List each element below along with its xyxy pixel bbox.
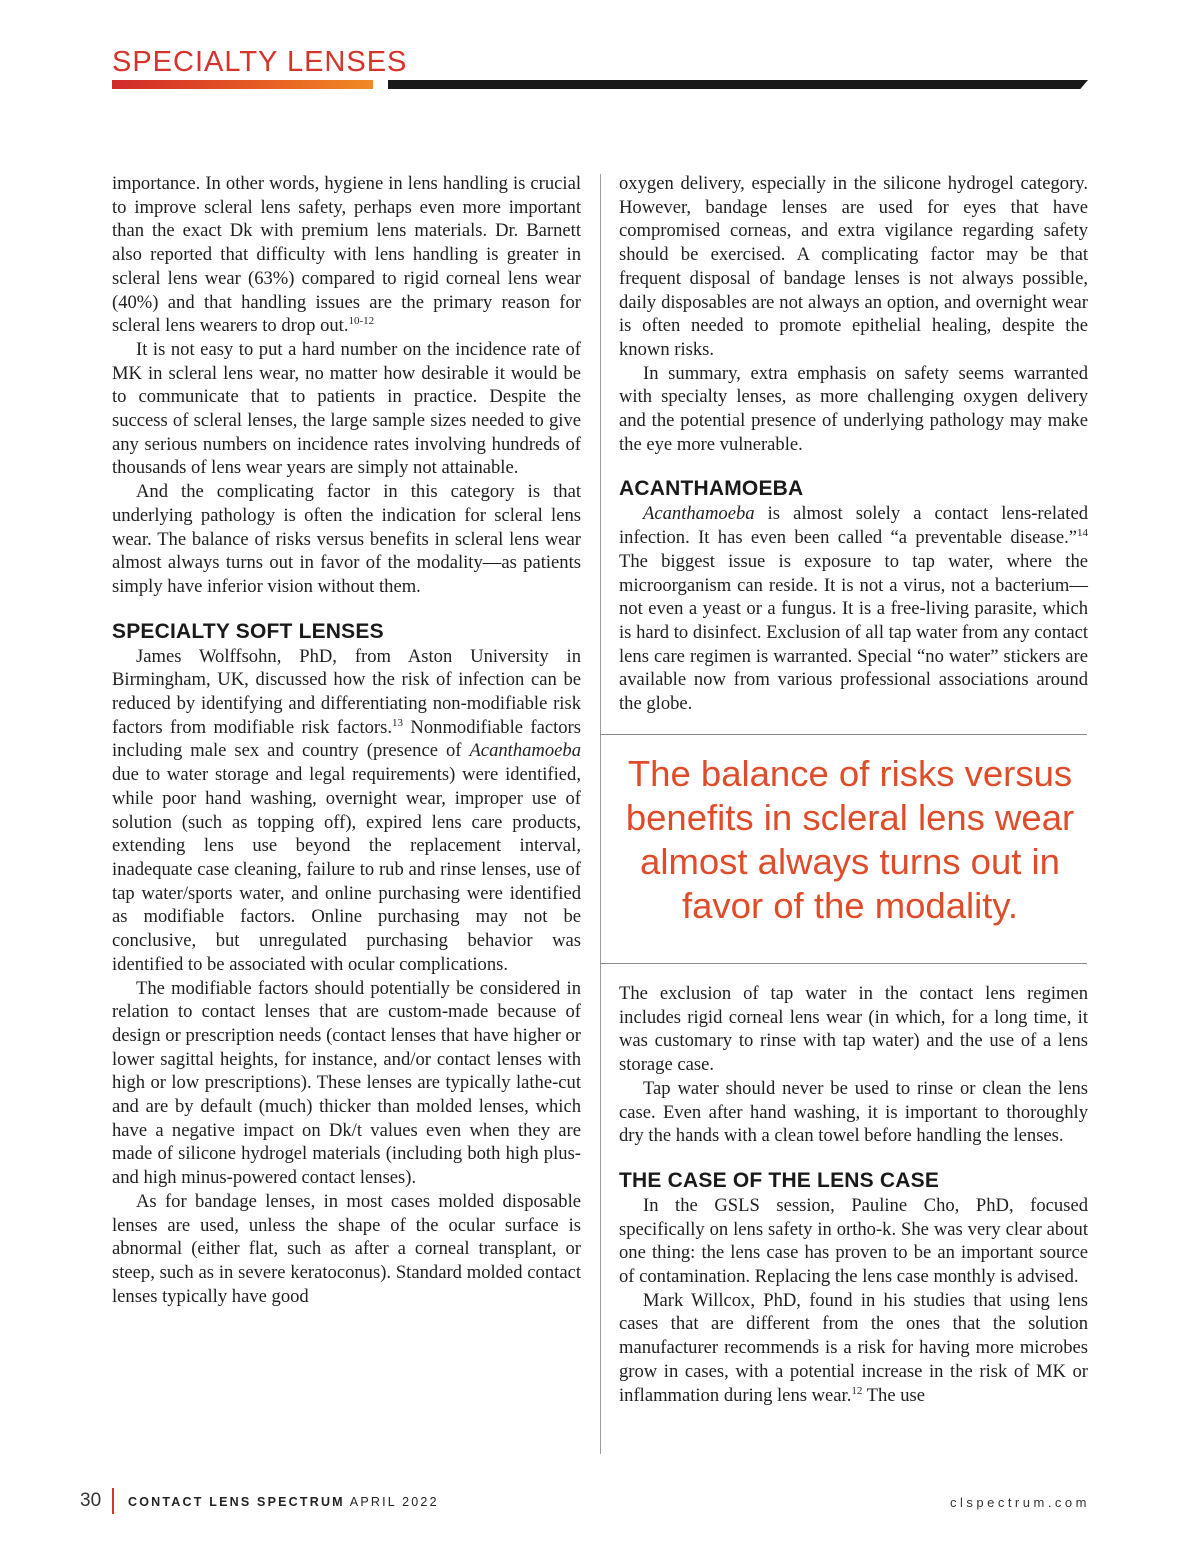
paragraph: In summary, extra emphasis on safety seems warranted with specialty lenses, as more challenging oxygen delivery and the potential presence of underlying pathology may make the eye more vulnerable.: [619, 362, 1088, 455]
section-heading-acanthamoeba: ACANTHAMOEBA: [619, 477, 804, 501]
publication-title: CONTACT LENS SPECTRUM APRIL 2022: [128, 1495, 439, 1509]
reference-superscript: 12: [851, 1384, 863, 1397]
website-link[interactable]: clspectrum.com: [949, 1495, 1090, 1510]
paragraph: Mark Willcox, PhD, found in his studies that using lens cases that are different from the ones that the solution manufacturer recommends is a risk for having more microbes grow in cases, with a potential increase in the risk of MK or inflammation during lens wear.$^{12}$ The use: [619, 1289, 1088, 1406]
section-heading-specialty-soft-lenses: SPECIALTY SOFT LENSES: [112, 619, 384, 643]
paragraph: Acanthamoeba is almost solely a contact lens-related infection. It has even been called “a preventable disease.”$^{14}$ The biggest issue is exposure to tap water, where the microorganism can reside. It is not a virus, not a bacterium—not even a yeast or a fungus. It is a free-living parasite, which is hard to disinfect. Exclusion of all tap water from any contact lens care regimen is warranted. Special “no water” stickers are available now from various professional associations around the globe.: [619, 503, 1088, 715]
paragraph: In the GSLS session, Pauline Cho, PhD, focused specifically on lens safety in ortho-k. She was very clear about one thing: the lens case has proven to be an important source of contamination. Replacing the lens case monthly is advised.: [619, 1194, 1088, 1288]
pull-quote-bottom-rule: [600, 963, 1087, 964]
paragraph: oxygen delivery, especially in the silicone hydrogel category. However, bandage lenses are used for eyes that have compromised corneas, and extra vigilance regarding safety should be exercised. A complicating factor may be that frequent disposal of bandage lenses is not always possible, daily disposables are not always an option, and overnight wear is often needed to promote epithelial healing, despite the known risks.: [619, 173, 1088, 360]
paragraph: It is not easy to put a hard number on the incidence rate of MK in scleral lens wear, no matter how desirable it would be to communicate that to patients in practice. Despite the success of scleral lenses, the large sample sizes needed to give any serious numbers on incidence rates involving hundreds of thousands of lens wear years are simply not attainable.: [112, 338, 581, 479]
pull-quote-top-rule: [600, 734, 1087, 735]
paragraph: The modifiable factors should potentially be considered in relation to contact lenses that are custom-made because of design or prescription needs (contact lenses that have higher or lower sagittal heights, for instance, and/or contact lenses with high or low prescriptions). These lenses are typically lathe-cut and are by default (much) thicker than molded lenses, which have a negative impact on Dk/t values even when they are made of silicone hydrogel materials (including both high plus- and high minus-powered contact lenses).: [112, 977, 581, 1189]
page-number: 30: [80, 1490, 102, 1511]
paragraph: The exclusion of tap water in the contact lens regimen includes rigid corneal lens wear (in which, for a long time, it was customary to rinse with tap water) and the use of a lens storage case.: [619, 983, 1088, 1076]
paragraph: As for bandage lenses, in most cases molded disposable lenses are used, unless the shape of the ocular surface is abnormal (either flat, such as after a corneal transplant, or steep, such as in severe keratoconus). Standard molded contact lenses typically have good: [112, 1190, 581, 1307]
reference-superscript: 14: [1077, 527, 1088, 540]
section-label: SPECIALTY LENSES: [112, 46, 408, 78]
section-heading-lens-case: THE CASE OF THE LENS CASE: [619, 1168, 940, 1192]
paragraph: Tap water should never be used to rinse or clean the lens case. Even after hand washing, it is important to thoroughly dry the hands with a clean towel before handling the lenses.: [619, 1077, 1088, 1147]
section-label-underline: [112, 80, 373, 89]
page-footer: [80, 1488, 1090, 1518]
header-rule: [388, 80, 1088, 89]
right-column-top: [619, 172, 1088, 716]
reference-superscript: 13: [392, 716, 404, 729]
pull-quote: The balance of risks versus benefits in scleral lens wear almost always turns out in favor of the modality.: [625, 753, 1075, 926]
right-column-bottom: [619, 982, 1088, 1407]
reference-superscript: 10-12: [348, 315, 375, 328]
paragraph: importance. In other words, hygiene in lens handling is crucial to improve scleral lens safety, perhaps even more important than the exact Dk with premium lens materials. Dr. Barnett also reported that difficulty with lens handling is greater in scleral lens wear (63%) compared to rigid corneal lens wear (40%) and that handling issues are the primary reason for scleral lens wearers to drop out.$^{10-12}$: [112, 173, 581, 337]
left-column: [112, 172, 581, 1308]
footer-divider: [112, 1488, 114, 1514]
paragraph: And the complicating factor in this category is that underlying pathology is often the indication for scleral lens wear. The balance of risks versus benefits in scleral lens wear almost always turns out in favor of the modality—as patients simply have inferior vision without them.: [112, 481, 581, 597]
paragraph: James Wolffsohn, PhD, from Aston University in Birmingham, UK, discussed how the risk of infection can be reduced by identifying and differentiating non-modifiable risk factors from modifiable risk factors.$^{13}$ Nonmodifiable factors including male sex and country (presence of Acanthamoeba due to water storage and legal requirements) were identified, while poor hand washing, overnight wear, improper use of solution (such as topping off), expired lens care products, extending lens use beyond the replacement interval, inadequate case cleaning, failure to rub and rinse lenses, use of tap water/sports water, and online purchasing were identified as modifiable factors. Online purchasing may not be conclusive, but unregulated purchasing behavior was identified to be associated with ocular complications.: [112, 645, 581, 975]
